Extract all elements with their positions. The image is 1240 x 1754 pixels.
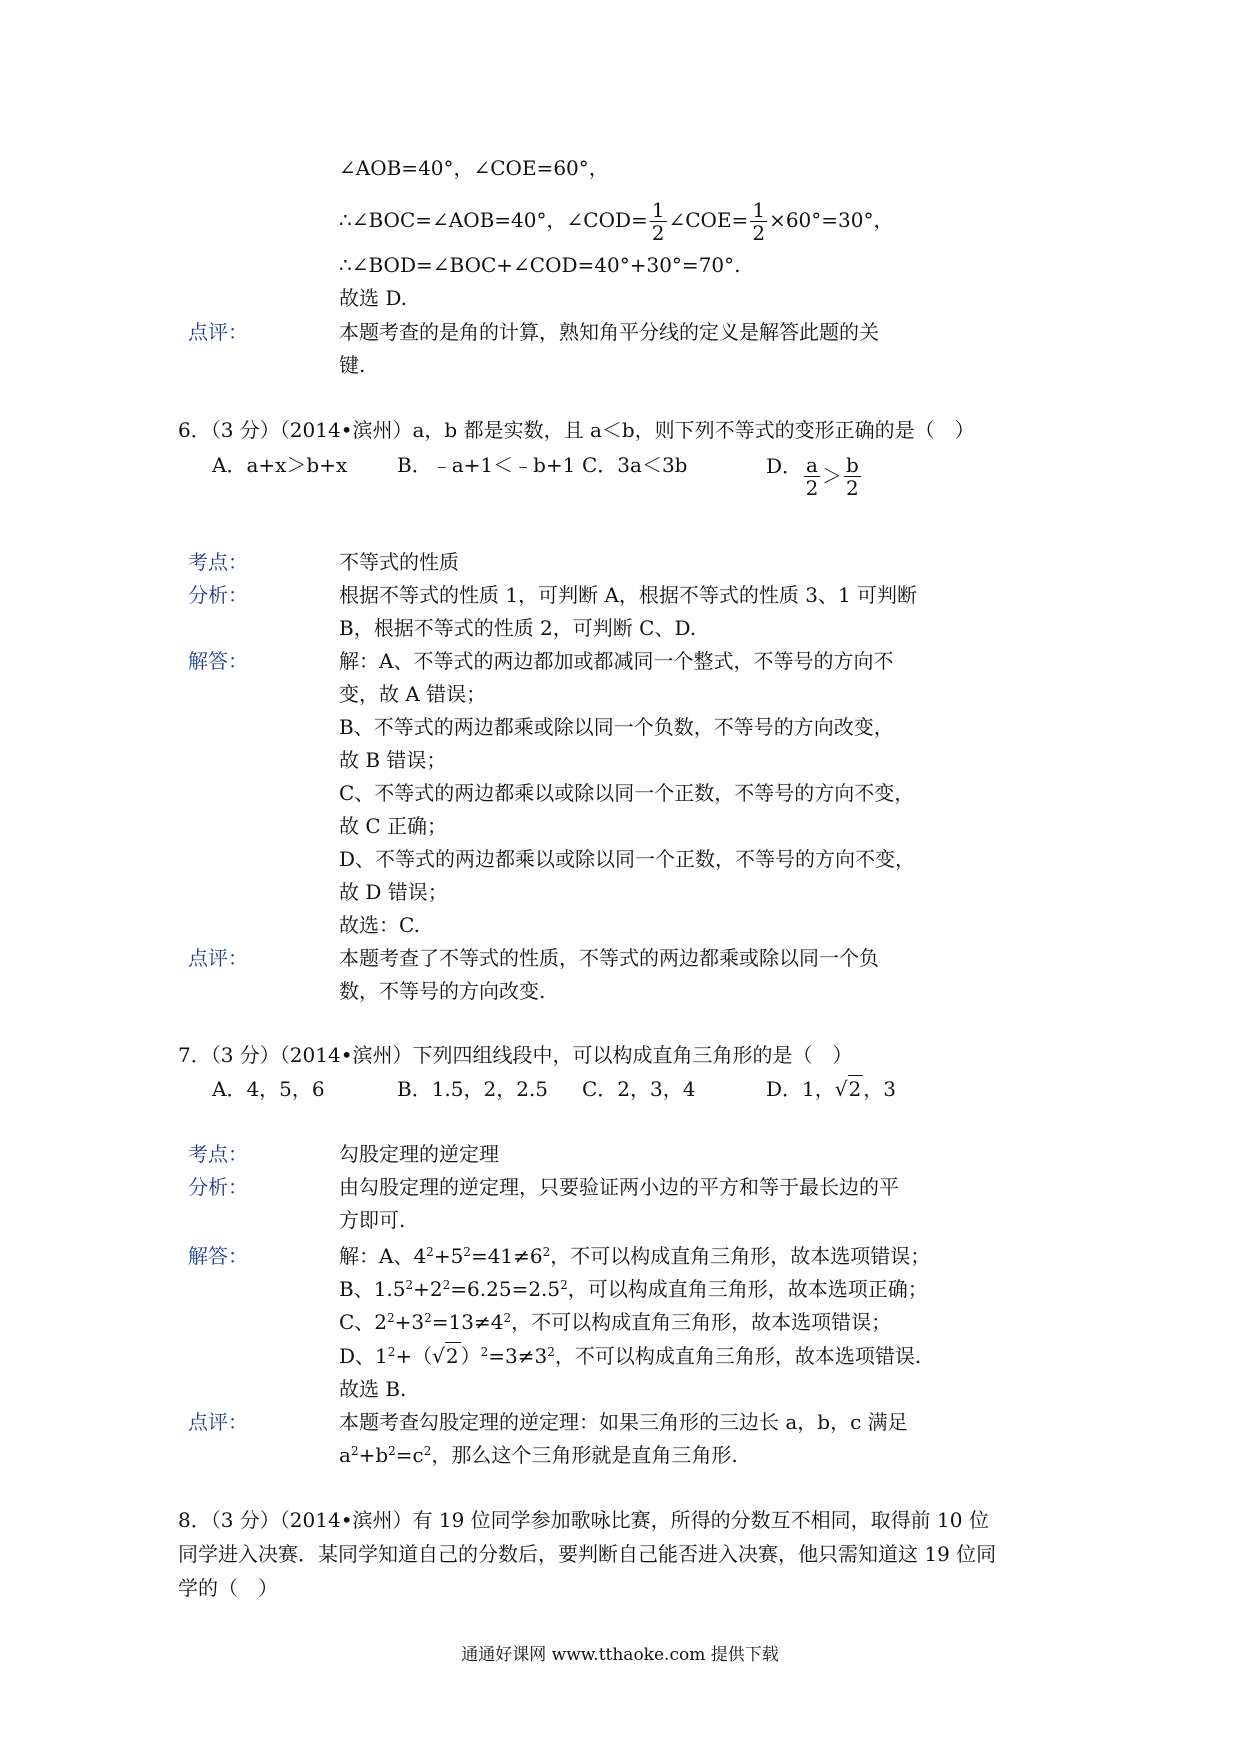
option-d-label: D．1， (766, 1077, 835, 1101)
fraction-denominator: 2 (651, 221, 665, 245)
superscript: 2 (350, 1444, 359, 1458)
jieda-text: 故 B 错误； (339, 748, 447, 772)
question-stem: 8．（3 分）（2014•滨州）有 19 位同学参加歌咏比赛，所得的分数互不相同，取得前 10 位 (178, 1508, 989, 1532)
jieda-text: 故 C 正确； (339, 814, 448, 838)
superscript: 2 (405, 1278, 414, 1292)
fraction-numerator: 1 (752, 198, 766, 222)
math-text: ） (460, 1344, 481, 1368)
solution-text: ∴∠BOC=∠AOB=40°，∠COD= (339, 208, 648, 232)
dianping-label: 点评： (188, 946, 248, 970)
jieda-text: 变，故 A 错误； (339, 682, 487, 706)
jieda-text: D、不等式的两边都乘以或除以同一个正数，不等号的方向不变， (339, 847, 916, 871)
superscript: 2 (480, 1345, 489, 1359)
math-text: C、2 (339, 1310, 388, 1334)
option-a: A．a+x＞b+x (212, 453, 348, 477)
fenxi-label: 分析： (188, 1175, 248, 1199)
fraction-numerator: a (806, 453, 818, 477)
option-c: C．3a＜3b (582, 453, 688, 477)
radicand: 2 (848, 1077, 862, 1101)
dianping-text: 本题考查了不等式的性质，不等式的两边都乘或除以同一个负 (339, 946, 879, 970)
fraction (844, 455, 861, 498)
dianping-text: 数，不等号的方向改变. (339, 979, 546, 1003)
kaodian-label: 考点： (188, 1142, 248, 1166)
comment-label: 点评： (188, 320, 248, 344)
question-stem: 同学进入决赛．某同学知道自己的分数后，要判断自己能否进入决赛，他只需知道这 19 位同 (178, 1542, 997, 1566)
fraction (804, 455, 820, 498)
superscript: 2 (387, 1311, 395, 1325)
solution-text: ×60°=30°， (769, 208, 894, 232)
math-text: ，不可以构成直角三角形，故本选项错误. (554, 1344, 922, 1368)
superscript: 2 (503, 1311, 512, 1325)
fenxi-label: 分析： (188, 583, 248, 607)
sqrt-symbol: √2 (834, 1077, 862, 1101)
question-stem: 6．（3 分）（2014•滨州）a，b 都是实数，且 a＜b，则下列不等式的变形正确的是（ ） (178, 418, 975, 442)
math-text: =3≠3 (488, 1344, 548, 1368)
math-text: D、1 (339, 1344, 388, 1368)
fenxi-text: 方即可. (339, 1208, 406, 1232)
math-text: =6.25=2.5 (450, 1277, 561, 1301)
fraction (650, 200, 667, 243)
superscript: 2 (387, 1345, 396, 1359)
math-text: 解：A、4 (339, 1244, 427, 1268)
jieda-text: 故 D 错误； (339, 880, 448, 904)
solution-line: 故选 D. (339, 286, 408, 310)
jieda-line-b (339, 1279, 928, 1299)
solution-line: ∠AOB=40°，∠COE=60°， (339, 156, 609, 180)
superscript: 2 (463, 1245, 471, 1259)
math-text: ，不可以构成直角三角形，故本选项错误； (550, 1244, 931, 1268)
jieda-text: C、不等式的两边都乘以或除以同一个正数，不等号的方向不变， (339, 781, 915, 805)
comment-text: 键. (339, 353, 366, 377)
fraction-denominator: 2 (752, 221, 766, 245)
superscript: 2 (542, 1245, 551, 1259)
math-text: a (339, 1443, 351, 1467)
superscript: 2 (423, 1444, 432, 1458)
jieda-line-d (339, 1346, 921, 1366)
math-text: ，不可以构成直角三角形，故本选项错误； (511, 1310, 892, 1334)
jieda-text: 故选：C. (339, 913, 420, 937)
superscript: 2 (388, 1444, 396, 1458)
dianping-label: 点评： (188, 1410, 248, 1434)
superscript: 2 (424, 1311, 432, 1325)
math-text: +（ (395, 1344, 433, 1368)
superscript: 2 (547, 1345, 555, 1359)
jieda-label: 解答： (188, 649, 248, 673)
option-d (766, 1079, 896, 1099)
math-text: =41≠6 (470, 1244, 543, 1268)
solution-text: ∠COE= (668, 208, 749, 232)
question-stem: 学的（ ） (178, 1576, 278, 1600)
dianping-text: 本题考查勾股定理的逆定理：如果三角形的三边长 a，b，c 满足 (339, 1410, 908, 1434)
solution-line (339, 200, 893, 243)
fenxi-text: 由勾股定理的逆定理，只要验证两小边的平方和等于最长边的平 (339, 1175, 899, 1199)
fenxi-text: 根据不等式的性质 1，可判断 A，根据不等式的性质 3、1 可判断 (339, 583, 918, 607)
fraction-numerator: b (845, 453, 859, 477)
jieda-line-a (339, 1246, 930, 1266)
fraction-numerator: 1 (651, 198, 665, 222)
math-text: +b (358, 1443, 389, 1467)
math-text: =13≠4 (431, 1310, 504, 1334)
math-text: +5 (433, 1244, 464, 1268)
kaodian-text: 勾股定理的逆定理 (339, 1142, 499, 1166)
option-d (766, 455, 863, 498)
dianping-line-2 (339, 1445, 738, 1465)
jieda-text: B、不等式的两边都乘或除以同一个负数，不等号的方向改变， (339, 715, 894, 739)
comment-text: 本题考查的是角的计算，熟知角平分线的定义是解答此题的关 (339, 320, 879, 344)
jieda-label: 解答： (188, 1244, 248, 1268)
sqrt-symbol: √2 (432, 1344, 459, 1368)
option-d-rest: ，3 (863, 1077, 896, 1101)
jieda-text: 解：A、不等式的两边都加或都减同一个整式，不等号的方向不 (339, 649, 894, 673)
math-text: B、1.5 (339, 1277, 406, 1301)
page-footer: 通通好课网 www.tthaoke.com 提供下载 (461, 1645, 779, 1665)
math-text: +3 (394, 1310, 425, 1334)
math-text: +2 (413, 1277, 443, 1301)
fraction-denominator: 2 (805, 476, 819, 500)
fraction (750, 200, 767, 243)
question-stem: 7．（3 分）（2014•滨州）下列四组线段中，可以构成直角三角形的是（ ） (178, 1043, 853, 1067)
inequality-sign: ＞ (821, 464, 842, 488)
fraction-denominator: 2 (846, 476, 859, 500)
option-b: B．﹣a+1＜﹣b+1 (397, 453, 576, 477)
jieda-line-c (339, 1312, 891, 1332)
math-text: ，那么这个三角形就是直角三角形. (431, 1443, 738, 1467)
fenxi-text: B，根据不等式的性质 2，可判断 C、D. (339, 616, 697, 640)
kaodian-label: 考点： (188, 550, 248, 574)
solution-line: ∴∠BOD=∠BOC+∠COD=40°+30°=70°. (339, 253, 741, 277)
superscript: 2 (426, 1245, 434, 1259)
jieda-text: 故选 B. (339, 1377, 407, 1401)
superscript: 2 (442, 1278, 451, 1292)
option-c: C．2，3，4 (582, 1077, 696, 1101)
option-b: B．1.5，2，2.5 (397, 1077, 549, 1101)
math-text: ，可以构成直角三角形，故本选项正确； (567, 1277, 928, 1301)
option-a: A．4，5，6 (212, 1077, 325, 1101)
radicand: 2 (445, 1344, 459, 1368)
superscript: 2 (560, 1278, 568, 1292)
math-text: =c (395, 1443, 424, 1467)
option-d-label: D． (766, 454, 803, 478)
kaodian-text: 不等式的性质 (339, 550, 459, 574)
